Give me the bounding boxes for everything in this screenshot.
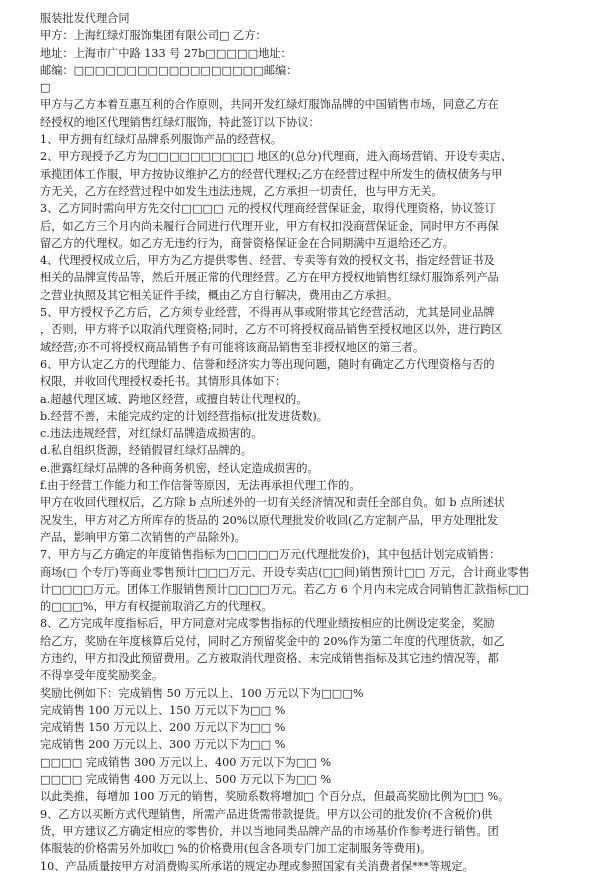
text-line: 2、甲方现授予乙方为□□□□□□□□□□ 地区的(总分)代理商，进入商场营销、开设专卖店、 (40, 150, 512, 164)
text-line: e.泄露红绿灯品牌的各种商务机密，经认定造成损害的。 (40, 461, 319, 475)
text-line: 相关的品牌宣传品等，然后开展正常的代理经营。乙方在甲方授权地销售红绿灯服饰系列产品 (40, 271, 499, 285)
text-line: □□□□ 完成销售 300 万元以上、400 万元以下为□□ % (40, 755, 332, 769)
text-line: 奖励比例如下：完成销售 50 万元以上、100 万元以下为□□□% (40, 686, 364, 700)
text-line: b.经营不善，未能完成约定的计划经营指标(批发进货数)。 (40, 409, 328, 423)
text-line: 产品，影响甲方第二次销售的产品除外)。 (40, 530, 246, 544)
text-line: 计□□□□万元。团体工作服销售预计□□□□万元。若乙方 6 个月内未完成合同销售汇款指标□□ (40, 582, 530, 596)
text-line: 4、代理授权成立后，甲方为乙方提供零售、经营、专卖等有效的授权文书，指定经营证书及 (40, 254, 495, 268)
text-line: 甲方：上海红绿灯服饰集团有限公司□ 乙方： (40, 29, 267, 43)
text-line: c.违法违规经营，对红绿灯品牌造成损害的。 (40, 427, 263, 441)
text-line: 甲方与乙方本着互惠互利的合作原则，共同开发红绿灯服饰品牌的中国销售市场，同意乙方在 (40, 98, 499, 112)
text-line: f.由于经营工作能力和工作信誉等原因，无法再承担代理工作的。 (40, 479, 361, 493)
text-line: 完成销售 200 万元以上、300 万元以下为□□ % (40, 738, 286, 752)
text-line: 货，甲方建议乙方确定相应的零售价，并以当地同类品牌产品的市场基价作参考进行销售。团 (40, 824, 499, 838)
text-line: 完成销售 100 万元以上、150 万元以下为□□ % (40, 703, 286, 717)
text-line: 10、产品质量按甲方对消费购买所承诺的规定办理或参照国家有关消费者保***等规定。 (40, 859, 474, 873)
text-line: d.私自组织货源，经销假冒红绿灯品牌的。 (40, 444, 253, 458)
text-line: 9、乙方以买断方式代理销售，所需产品进货需带款提货。甲方以公司的批发价(不含税价)供 (40, 807, 493, 821)
text-line: 之营业执照及其它相关证件手续，概由乙方自行解决，费用由乙方承担。 (40, 288, 399, 302)
text-line: 的□□□%，甲方有权提前取消乙方的代理权。 (40, 600, 273, 614)
text-line: 体服装的价格需另外加收□ %的价格费用(包含各项专门加工定制服务等费用)。 (40, 842, 432, 856)
text-line: 邮编：□□□□□□□□□□□□□□□□□□邮编： (40, 63, 298, 77)
text-line: 权限，并收回代理授权委托书。其情形具体如下： (40, 375, 287, 389)
text-line: 留乙方的代理权。如乙方无违约行为，商誉资格保证金在合同期满中互退给还乙方。 (40, 236, 454, 250)
text-line: 后，如乙方三个月内尚未履行合同进行代理开业，甲方有权扣没商营保证金，同时甲方不再保 (40, 219, 499, 233)
text-line: 5、甲方授权予乙方后，乙方须专业经营，不得再从事或附带其它经营活动，尤其是同业品牌 (40, 306, 495, 320)
text-line: 况发生，甲方对乙方所库存的货品的 20%以原代理批发价收回(乙方定制产品，甲方处理批发 (40, 513, 498, 527)
text-line: 域经营;亦不可将授权商品销售予有可能将该商品销售至非授权地区的第三者。 (40, 340, 425, 354)
text-line: 以此类推，每增加 100 万元的销售，奖励系数将增加□ 个百分点，但最高奖励比例为□□ %。 (40, 790, 510, 804)
text-line: 商场(□ 个专厅)等商业零售预计□□□万元、开设专卖店(□□间)销售预计□□ 万元，合计商业零售 (40, 565, 530, 579)
text-line: 1、甲方拥有红绿灯品牌系列服饰产品的经营权。 (40, 133, 283, 147)
text-line: ，否则，甲方将予以取消代理资格;同时，乙方不可将授权商品销售至授权地区以外，进行跨区 (40, 323, 503, 337)
text-line: 地址：上海市广中路 133 号 27b□□□□□地址： (40, 46, 292, 60)
text-line: 方违约，甲方扣没此预留费用。乙方被取消代理资格、未完成销售指标及其它违约情况等，都 (40, 651, 499, 665)
text-line: 7、甲方与乙方确定的年度销售指标为□□□□□万元(代理批发价)，其中包括计划完成销售： (40, 548, 501, 562)
text-line: 不得享受年度奖励奖金。 (40, 669, 164, 683)
text-line: 甲方在收回代理权后，乙方除 b 点所述外的一切有关经济情况和责任全部自负。如 b 点所述状 (40, 496, 505, 510)
text-line: 方无关，乙方在经营过程中如发生违法违规，乙方承担一切责任，也与甲方无关。 (40, 184, 443, 198)
text-line: 3、乙方同时需向甲方先交付□□□□ 元的授权代理商经营保证金，取得代理资格，协议签订 (40, 202, 496, 216)
text-line: 承揽团体工作服，甲方按协议维护乙方的经营代理权;乙方在经营过程中所发生的债权债务与甲 (40, 167, 503, 181)
text-line: 经授权的地区代理销售红绿灯服饰，特此签订以下协议： (40, 115, 320, 129)
text-line: □□□□ 完成销售 400 万元以上、500 万元以下为□□ % (40, 773, 332, 787)
document-title: 服装批发代理合同 (40, 12, 130, 25)
text-line: 6、甲方认定乙方的代理能力、信誉和经济实力等出现问题，随时有确定乙方代理资格与否的 (40, 357, 495, 371)
text-line: a.超越代理区域、跨地区经营，或擅自转让代理权的。 (40, 392, 308, 406)
text-line: 8、乙方完成年度指标后，甲方同意对完成零售指标的代理业绩按相应的比例设定奖金，奖励 (40, 617, 495, 631)
text-line: □ (40, 81, 51, 95)
text-line: 完成销售 150 万元以上、200 万元以下为□□ % (40, 721, 286, 735)
text-line: 给乙方，奖励在年度核算后兑付，同时乙方预留奖金中的 20%作为第二年度的代理货款，如乙 (40, 634, 505, 648)
